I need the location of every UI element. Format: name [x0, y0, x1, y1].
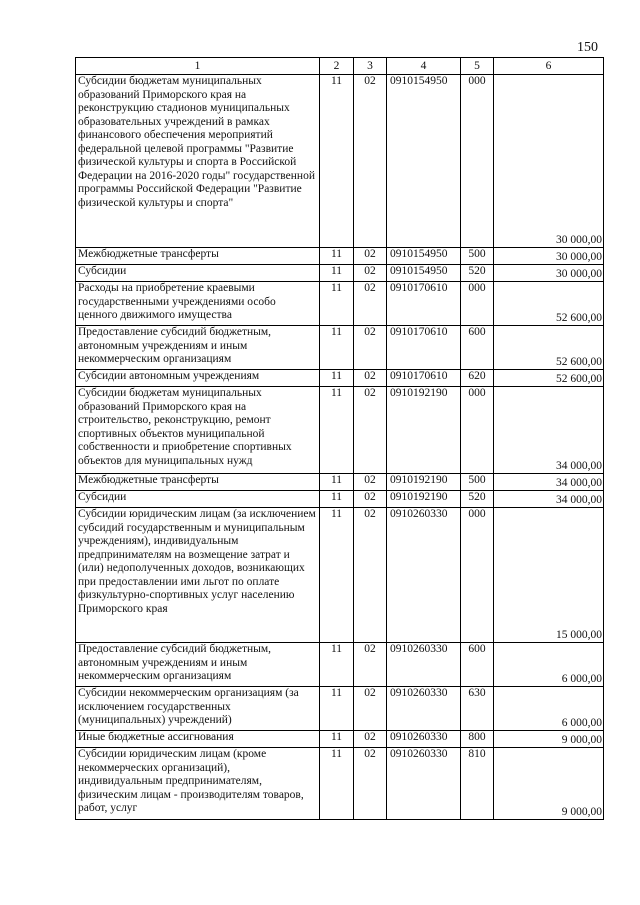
amount: 34 000,00 [494, 474, 604, 491]
target-article-code: 0910260330 [387, 748, 461, 820]
expense-type-code: 600 [461, 326, 494, 370]
target-article-code: 0910170610 [387, 326, 461, 370]
table-row [76, 643, 604, 687]
target-article-code: 0910154950 [387, 265, 461, 282]
section-code: 11 [320, 282, 354, 326]
section-code: 11 [320, 643, 354, 687]
table-row [76, 265, 604, 282]
section-code: 11 [320, 248, 354, 265]
table-row [76, 508, 604, 643]
subsection-code: 02 [354, 643, 387, 687]
row-name: Субсидии автономным учреждениям [76, 370, 320, 387]
section-code: 11 [320, 748, 354, 820]
amount: 30 000,00 [494, 75, 604, 248]
row-name: Субсидии [76, 265, 320, 282]
subsection-code: 02 [354, 326, 387, 370]
subsection-code: 02 [354, 474, 387, 491]
section-code: 11 [320, 370, 354, 387]
row-name: Субсидии юридическим лицам (за исключением субсидий государственным и муниципальным учреждениям), индивидуальным предпринимателям на возмещение затрат и (или) недополученных доходов, возникающих при предоставлении ими льгот по оплате физкультурно-спортивных услуг населению Приморского края [76, 508, 320, 643]
table-row [76, 748, 604, 820]
table-row [76, 687, 604, 731]
expense-type-code: 000 [461, 387, 494, 474]
section-code: 11 [320, 326, 354, 370]
row-name: Субсидии бюджетам муниципальных образований Приморского края на реконструкцию стадионов муниципальных образовательных учреждений в рамках финансового обеспечения мероприятий федеральной целевой программы "Развитие физической культуры и спорта в Российской Федерации на 2016-2020 годы" государственной программы Российской Федерации "Развитие физической культуры и спорта" [76, 75, 320, 248]
column-header: 5 [461, 58, 494, 75]
table-row [76, 731, 604, 748]
expense-type-code: 500 [461, 248, 494, 265]
amount: 52 600,00 [494, 370, 604, 387]
subsection-code: 02 [354, 248, 387, 265]
expense-type-code: 520 [461, 491, 494, 508]
column-header: 4 [387, 58, 461, 75]
subsection-code: 02 [354, 370, 387, 387]
expense-type-code: 810 [461, 748, 494, 820]
target-article-code: 0910170610 [387, 282, 461, 326]
expense-type-code: 000 [461, 75, 494, 248]
row-name: Субсидии [76, 491, 320, 508]
expense-type-code: 000 [461, 508, 494, 643]
subsection-code: 02 [354, 491, 387, 508]
subsection-code: 02 [354, 387, 387, 474]
row-name: Предоставление субсидий бюджетным, автономным учреждениям и иным некоммерческим организациям [76, 326, 320, 370]
amount: 30 000,00 [494, 265, 604, 282]
row-name: Предоставление субсидий бюджетным, автономным учреждениям и иным некоммерческим организациям [76, 643, 320, 687]
amount: 15 000,00 [494, 508, 604, 643]
expense-type-code: 630 [461, 687, 494, 731]
section-code: 11 [320, 75, 354, 248]
subsection-code: 02 [354, 731, 387, 748]
section-code: 11 [320, 491, 354, 508]
row-name: Субсидии некоммерческим организациям (за исключением государственных (муниципальных) учреждений) [76, 687, 320, 731]
target-article-code: 0910192190 [387, 491, 461, 508]
table-row [76, 387, 604, 474]
subsection-code: 02 [354, 687, 387, 731]
section-code: 11 [320, 687, 354, 731]
row-name: Субсидии бюджетам муниципальных образований Приморского края на строительство, реконструкцию, ремонт спортивных объектов муниципальной собственности и приобретение спортивных объектов для муниципальных нужд [76, 387, 320, 474]
amount: 9 000,00 [494, 731, 604, 748]
table-row [76, 474, 604, 491]
row-name: Межбюджетные трансферты [76, 474, 320, 491]
amount: 34 000,00 [494, 491, 604, 508]
target-article-code: 0910154950 [387, 75, 461, 248]
subsection-code: 02 [354, 508, 387, 643]
expense-type-code: 620 [461, 370, 494, 387]
amount: 6 000,00 [494, 643, 604, 687]
expense-type-code: 520 [461, 265, 494, 282]
target-article-code: 0910170610 [387, 370, 461, 387]
target-article-code: 0910260330 [387, 731, 461, 748]
table-row [76, 326, 604, 370]
column-header: 6 [494, 58, 604, 75]
subsection-code: 02 [354, 282, 387, 326]
amount: 34 000,00 [494, 387, 604, 474]
target-article-code: 0910192190 [387, 474, 461, 491]
subsection-code: 02 [354, 265, 387, 282]
amount: 6 000,00 [494, 687, 604, 731]
row-name: Иные бюджетные ассигнования [76, 731, 320, 748]
amount: 52 600,00 [494, 326, 604, 370]
section-code: 11 [320, 265, 354, 282]
table-row [76, 491, 604, 508]
column-header: 1 [76, 58, 320, 75]
expense-type-code: 000 [461, 282, 494, 326]
column-header: 2 [320, 58, 354, 75]
section-code: 11 [320, 731, 354, 748]
column-header: 3 [354, 58, 387, 75]
target-article-code: 0910260330 [387, 687, 461, 731]
budget-table [75, 57, 604, 820]
section-code: 11 [320, 508, 354, 643]
target-article-code: 0910260330 [387, 643, 461, 687]
row-name: Субсидии юридическим лицам (кроме некоммерческих организаций), индивидуальным предпринимателям, физическим лицам - производителям товаров, работ, услуг [76, 748, 320, 820]
table-row [76, 370, 604, 387]
expense-type-code: 600 [461, 643, 494, 687]
target-article-code: 0910192190 [387, 387, 461, 474]
amount: 30 000,00 [494, 248, 604, 265]
table-row [76, 282, 604, 326]
section-code: 11 [320, 387, 354, 474]
page-number: 150 [577, 40, 598, 55]
target-article-code: 0910154950 [387, 248, 461, 265]
amount: 9 000,00 [494, 748, 604, 820]
target-article-code: 0910260330 [387, 508, 461, 643]
expense-type-code: 500 [461, 474, 494, 491]
amount: 52 600,00 [494, 282, 604, 326]
table-row [76, 75, 604, 248]
subsection-code: 02 [354, 75, 387, 248]
expense-type-code: 800 [461, 731, 494, 748]
subsection-code: 02 [354, 748, 387, 820]
section-code: 11 [320, 474, 354, 491]
row-name: Межбюджетные трансферты [76, 248, 320, 265]
row-name: Расходы на приобретение краевыми государственными учреждениями особо ценного движимого имущества [76, 282, 320, 326]
table-row [76, 248, 604, 265]
table-header-row [76, 58, 604, 75]
